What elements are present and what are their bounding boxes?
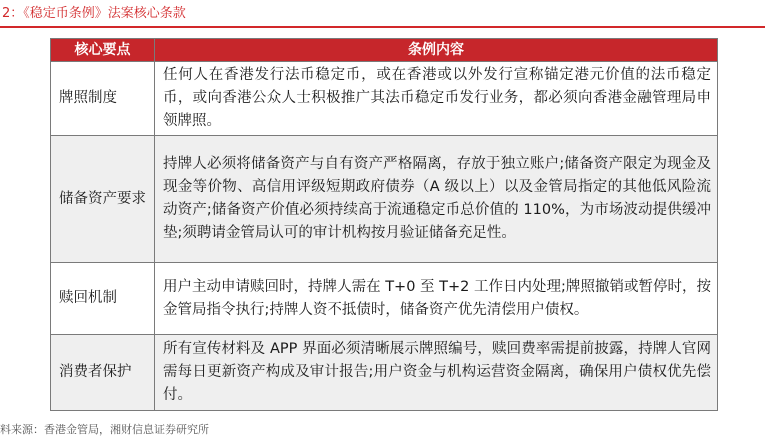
table-header-row (51, 39, 718, 62)
header-key-point: 核心要点 (51, 39, 155, 62)
row-key-license: 牌照制度 (51, 62, 155, 136)
header-clause-content: 条例内容 (155, 39, 718, 62)
table-row-consumer (51, 335, 718, 411)
row-key-reserve: 储备资产要求 (51, 136, 155, 263)
row-key-consumer: 消费者保护 (51, 335, 155, 411)
row-key-redemption: 赎回机制 (51, 263, 155, 335)
table-row-reserve (51, 136, 718, 263)
source-note: 料来源：香港金管局，湘财信息证券研究所 (0, 423, 209, 436)
table-row-redemption (51, 263, 718, 335)
figure-caption: 2：《稳定币条例》法案核心条款 (0, 4, 765, 28)
row-content-redemption: 用户主动申请赎回时，持牌人需在 T+0 至 T+2 工作日内处理;牌照撤销或暂停时，按金管局指令执行;持牌人资不抵债时，储备资产优先清偿用户债权。 (155, 263, 718, 335)
row-content-consumer: 所有宣传材料及 APP 界面必须清晰展示牌照编号，赎回费率需提前披露，持牌人官网需每日更新资产构成及审计报告;用户资金与机构运营资金隔离，确保用户债权优先偿付。 (155, 335, 718, 411)
clause-table (50, 38, 718, 411)
row-content-reserve: 持牌人必须将储备资产与自有资产严格隔离，存放于独立账户;储备资产限定为现金及现金等价物、高信用评级短期政府债券（A 级以上）以及金管局指定的其他低风险流动资产;储备资产价值必须持续高于流通稳定币总价值的 110%，为市场波动提供缓冲垫;须聘请金管局认可的审计机构按月验证储备充足性。 (155, 136, 718, 263)
row-content-license: 任何人在香港发行法币稳定币，或在香港或以外发行宣称锚定港元价值的法币稳定币，或向香港公众人士积极推广其法币稳定币发行业务，都必须向香港金融管理局申领牌照。 (155, 62, 718, 136)
table-row-license (51, 62, 718, 136)
